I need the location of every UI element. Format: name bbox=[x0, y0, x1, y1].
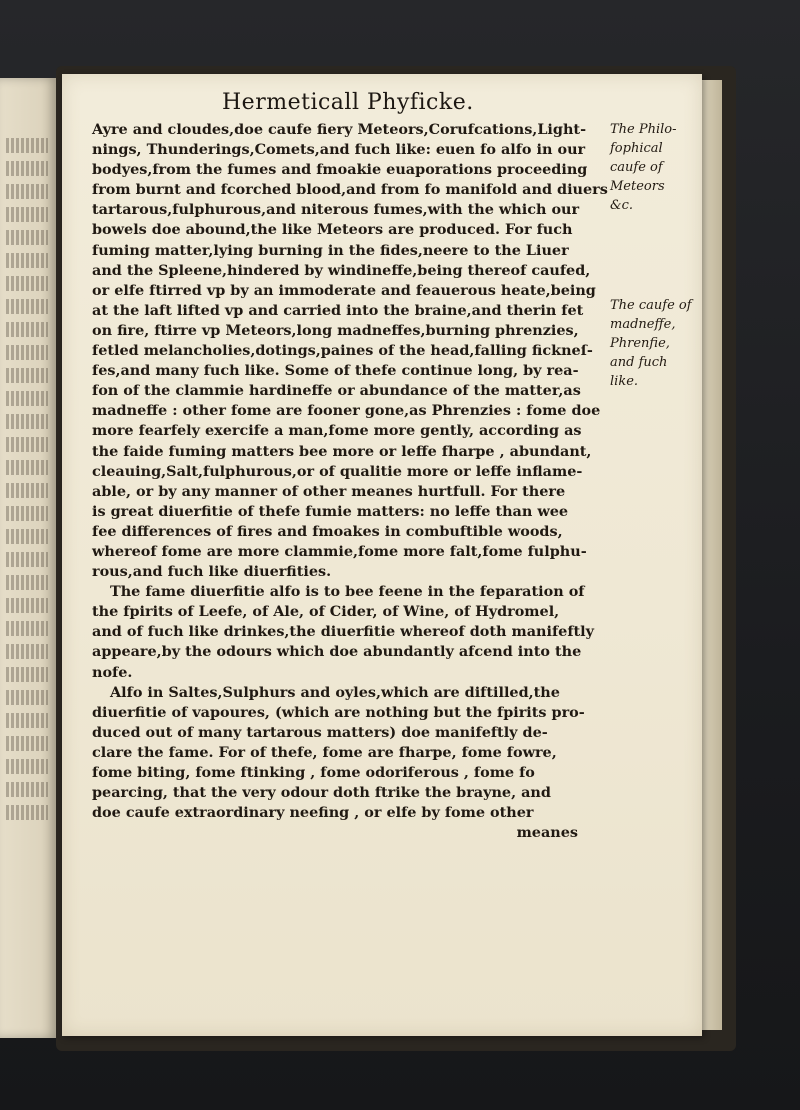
text-line: appeare,by the odours which doe abundantly afcend into the bbox=[92, 643, 582, 661]
text-line: rous,and fuch like diuerfities. bbox=[92, 563, 332, 581]
text-line: fon of the clammie hardineffe or abundance of the matter,as bbox=[92, 382, 581, 400]
text-line: fee differences of fires and fmoakes in combuftible woods, bbox=[92, 522, 563, 540]
body-text bbox=[92, 120, 612, 843]
text-line: fuming matter,lying burning in the fides,neere to the Liuer bbox=[92, 241, 569, 259]
text-line: nofe. bbox=[92, 663, 133, 681]
text-line: Alfo in Saltes,Sulphurs and oyles,which are diftilled,the bbox=[110, 683, 560, 701]
text-line: Ayre and cloudes,doe caufe fiery Meteors,Corufcations,Light- bbox=[92, 121, 587, 138]
text-line: the faide fuming matters bee more or leffe fharpe , abundant, bbox=[92, 442, 592, 460]
margin-note-line: like. bbox=[610, 374, 639, 389]
text-line: is great diuerfitie of thefe fumie matters: no leffe than wee bbox=[92, 502, 569, 520]
running-head: Hermeticall Phyficke. bbox=[222, 90, 474, 115]
text-line: diuerfitie of vapoures, (which are nothing but the fpirits pro- bbox=[92, 703, 585, 721]
text-line: doe caufe extraordinary neefing , or elfe by fome other bbox=[92, 804, 534, 822]
text-line: more fearfely exercife a man,fome more gently, according as bbox=[92, 422, 582, 440]
text-line: pearcing, that the very odour doth ftrike the brayne, and bbox=[92, 784, 551, 802]
margin-note-line: Phrenfie, bbox=[610, 336, 670, 351]
facing-page-edge bbox=[0, 78, 58, 1038]
margin-note-cause-of-madnesse bbox=[610, 296, 702, 391]
margin-note-line: The caufe of bbox=[610, 298, 692, 313]
text-line: meanes bbox=[516, 824, 578, 842]
text-line: tartarous,fulphurous,and niterous fumes,with the which our bbox=[92, 201, 580, 219]
margin-note-philosophical-cause bbox=[610, 120, 702, 215]
page-stack-edge bbox=[702, 80, 722, 1030]
text-line: duced out of many tartarous matters) doe manifeftly de- bbox=[92, 723, 548, 741]
text-line: able, or by any manner of other meanes hurtfull. For there bbox=[92, 482, 566, 500]
text-line: whereof fome are more clammie,fome more falt,fome fulphu- bbox=[92, 542, 587, 560]
margin-note-line: fophical bbox=[610, 141, 663, 156]
text-line: or elfe ftirred vp by an immoderate and feauerous heate,being bbox=[92, 281, 596, 299]
text-line: and the Spleene,hindered by windineffe,being thereof caufed, bbox=[92, 261, 591, 279]
text-line: madneffe : other fome are fooner gone,as Phrenzies : fome doe bbox=[92, 402, 601, 420]
text-line: at the laft lifted vp and carried into the braine,and therin fet bbox=[92, 301, 584, 319]
margin-note-line: &c. bbox=[610, 198, 633, 213]
text-line: clare the fame. For of thefe, fome are fharpe, fome fowre, bbox=[92, 743, 557, 761]
text-line: and of fuch like drinkes,the diuerfitie whereof doth manifeftly bbox=[92, 623, 594, 641]
text-line: on fire, ftirre vp Meteors,long madneffes,burning phrenzies, bbox=[92, 321, 579, 339]
margin-note-line: Meteors bbox=[610, 179, 665, 194]
margin-note-line: and fuch bbox=[610, 355, 668, 370]
margin-note-line: caufe of bbox=[610, 160, 663, 175]
text-line: from burnt and fcorched blood,and from fo manifold and diuers bbox=[92, 181, 608, 199]
text-line: bowels doe abound,the like Meteors are produced. For fuch bbox=[92, 221, 573, 239]
text-line: The fame diuerfitie alfo is to bee feene in the feparation of bbox=[110, 583, 585, 601]
margin-note-line: madneffe, bbox=[610, 317, 676, 332]
text-line: cleauing,Salt,fulphurous,or of qualitie more or leffe inflame- bbox=[92, 462, 583, 480]
text-line: the fpirits of Leefe, of Ale, of Cider, of Wine, of Hydromel, bbox=[92, 603, 560, 621]
text-line: bodyes,from the fumes and fmoakie euaporations proceeding bbox=[92, 161, 588, 179]
text-line: fes,and many fuch like. Some of thefe continue long, by rea- bbox=[92, 362, 579, 380]
text-line: nings, Thunderings,Comets,and fuch like: euen fo alfo in our bbox=[92, 141, 586, 159]
text-line: fome biting, fome ftinking , fome odoriferous , fome fo bbox=[92, 764, 535, 781]
margin-note-line: The Philo- bbox=[610, 122, 677, 137]
text-line: fetled melancholies,dotings,paines of the head,falling fickneſ- bbox=[92, 342, 593, 360]
